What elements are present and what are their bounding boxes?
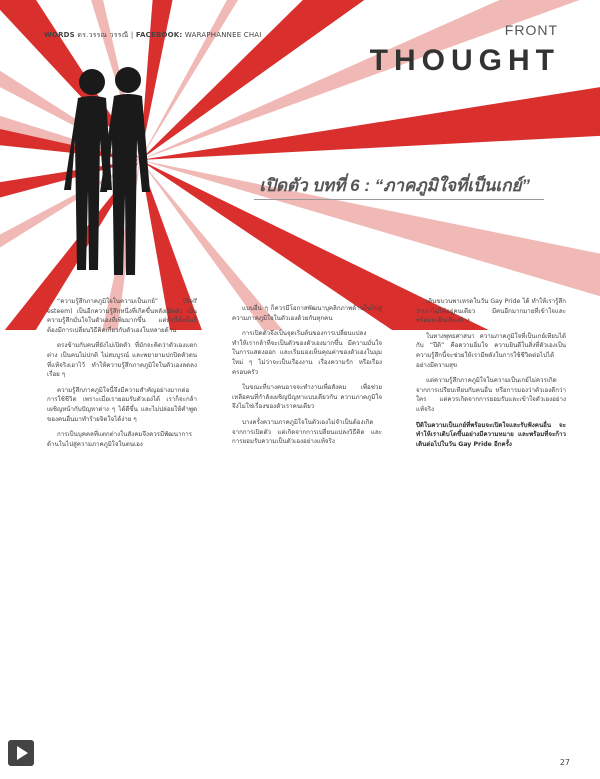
paragraph: ตรงข้ามกับคนที่ยังไม่เปิดตัว ที่มักจะคิดว่าตัวเองแตกต่าง เป็นคนไม่ปกติ ไม่สมบูรณ์ และพยายามปกปิดตัวตนที่แท้จริงเอาไว้ ทำให้ความรู้สึกภาคภูมิใจในตัวเองลดลงเรื่อย ๆ xyxy=(47,342,197,379)
byline-author: ดร.วรรณ วรรณี xyxy=(77,31,129,39)
paragraph: “ความรู้สึกภาคภูมิใจในความเป็นเกย์” (Self esteem) เป็นอีกความรู้สึกหนึ่งที่เกิดขึ้นหลังเปิดตัว เป็นความรู้สึกมั่นใจในตัวเองที่เพิ่มมากขึ้น แต่ทั้งนี้ทั้งนั้นก็ต้องมีการเปลี่ยนวิธีคิดเกี่ยวกับตัวเองในหลายด้าน xyxy=(47,298,197,334)
paragraph: ในทางพุทธศาสนา ความภาคภูมิใจที่เป็นเกย์เทียบได้กับ “ปีติ” คือความอิ่มใจ ความยินดีในสิ่งที่ตัวเองเป็น ความรู้สึกนี้จะช่วยให้เรามีพลังในการใช้ชีวิตต่อไปได้อย่างมีความสุข xyxy=(416,332,566,369)
section-label-thought: THOUGHT xyxy=(369,44,560,77)
byline-label: WORDS xyxy=(44,31,75,39)
paragraph: การเป็นบุคคลที่แตกต่างในสังคมจึงควรมีพัฒนาการด้านในไปสู่ความภาคภูมิใจในตนเอง xyxy=(47,431,193,448)
page-number: 27 xyxy=(559,758,570,767)
paragraph: บางครั้งความภาคภูมิใจในตัวเองไม่จำเป็นต้องเกิดจากการเปิดตัว แต่เกิดจากการเปลี่ยนแปลงวิธีคิด และการยอมรับความเป็นตัวเองอย่างแท้จริง xyxy=(232,418,382,446)
play-icon[interactable] xyxy=(8,740,34,766)
article-column-3 xyxy=(416,297,566,455)
byline-facebook-label: FACEBOOK: xyxy=(135,31,183,39)
article-column-2 xyxy=(232,304,382,453)
title-underline xyxy=(254,199,544,200)
paragraph: เดินขบวนพาเหรดในวัน Gay Pride ได้ ทำให้เรารู้สึกว่าเราไม่ได้อยู่คนเดียว มีคนอีกมากมายที่เข้าใจและพร้อมจะยืนเคียงข้าง xyxy=(416,298,566,325)
paragraph: การเปิดตัวจึงเป็นจุดเริ่มต้นของการเปลี่ยนแปลง ทำให้เรากล้าที่จะเป็นตัวของตัวเองมากขึ้น มีความมั่นใจในการแสดงออก และเริ่มมองเห็นคุณค่าของตัวเองในมุมใหม่ ๆ ไม่ว่าจะเป็นเรื่องงาน เรื่องความรัก หรือเรื่องครอบครัว xyxy=(232,330,382,376)
paragraph: ความรู้สึกภาคภูมิใจนี้จึงมีความสำคัญอย่างมากต่อการใช้ชีวิต เพราะเมื่อเรายอมรับตัวเองได้ เราก็จะกล้าเผชิญหน้ากับปัญหาต่าง ๆ ได้ดีขึ้น และไม่ปล่อยให้คำพูดของคนอื่นมาทำร้ายจิตใจได้ง่าย ๆ xyxy=(47,386,197,423)
article-column-1 xyxy=(47,297,197,455)
sunburst-ray xyxy=(140,79,600,160)
article-title: เปิดตัว บทที่ 6 : “ภาคภูมิใจที่เป็นเกย์” xyxy=(259,176,530,195)
byline: WORDS ดร.วรรณ วรรณี | FACEBOOK: WARAPHANNEE CHAI xyxy=(44,31,262,39)
paragraph: แบบอื่น ๆ ก็ควรมีโอกาสพัฒนาบุคลิกภาพด้านในไปสู่ความภาคภูมิใจในตัวเองด้วยกันทุกคน xyxy=(232,305,382,322)
section-label-front: FRONT xyxy=(504,22,558,38)
byline-facebook-name: WARAPHANNEE CHAI xyxy=(184,31,262,39)
closing-paragraph: ปีติในความเป็นเกย์ที่พร้อมจะเปิดใจและรับฟังคนอื่น จะทำให้เราเติบโตขึ้นอย่างมีความหมาย และพร้อมที่จะก้าวเดินต่อไปในวัน Gay Pride อีกครั้ง xyxy=(416,421,566,448)
paragraph: ในขณะที่บางคนอาจจะทำงานเพื่อสังคม เพื่อช่วยเหลือคนที่กำลังเผชิญปัญหาแบบเดียวกัน ความภาคภูมิใจจึงไม่ใช่เรื่องของตัวเราคนเดียว xyxy=(232,384,382,411)
paragraph: แต่ความรู้สึกภาคภูมิใจในความเป็นเกย์ไม่ควรเกิดจากการเปรียบเทียบกับคนอื่น หรือการมองว่าตัวเองดีกว่าใคร แต่ควรเกิดจากการยอมรับและเข้าใจตัวเองอย่างแท้จริง xyxy=(416,377,566,413)
